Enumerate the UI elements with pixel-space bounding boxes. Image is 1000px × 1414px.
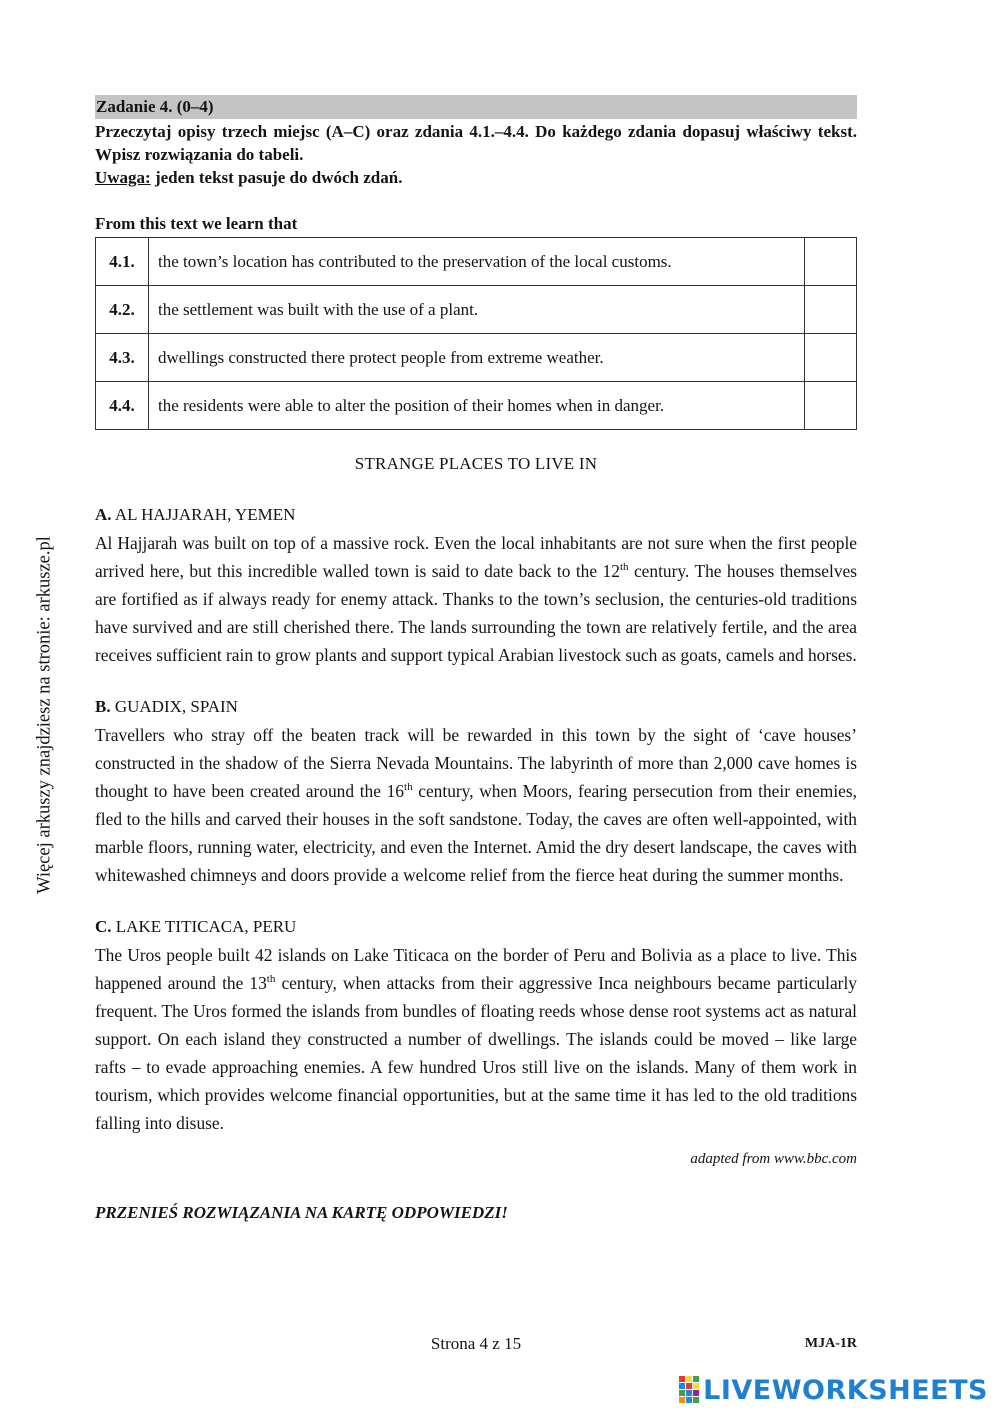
text-part: century. The houses themselves are fortified as if always ready for enemy attack. Thanks to the town’s seclusion, the centuries-old traditions have survived and are still cherished there. The lands surrounding the town are relatively fertile, and the area receives sufficient rain to grow plants and support typical Arabian livestock such as goats, camels and horses. xyxy=(95,561,858,665)
place-letter: A. xyxy=(95,505,112,524)
statement-text: the settlement was built with the use of a plant. xyxy=(149,286,805,334)
statement-number: 4.4. xyxy=(96,382,149,430)
statement-number: 4.2. xyxy=(96,286,149,334)
exam-page xyxy=(95,95,857,1223)
place-heading xyxy=(95,693,857,721)
place-letter: B. xyxy=(95,697,111,716)
place-text xyxy=(95,721,857,889)
text-part: Al Hajjarah was built on top of a massive rock. Even the local inhabitants are not sure when the first people arrived here, but this incredible walled town is said to date back to the 12 xyxy=(95,533,857,581)
source-note: adapted from www.bbc.com xyxy=(690,1151,857,1167)
matching-table xyxy=(95,237,857,430)
side-note-text: Więcej arkuszy znajdziesz na stronie: arkusze.pl xyxy=(34,536,55,894)
superscript: th xyxy=(404,781,413,794)
page-number: Strona 4 z 15 xyxy=(430,1334,522,1353)
task-header: Zadanie 4. (0–4) xyxy=(95,95,857,119)
superscript: th xyxy=(619,561,629,574)
place-text xyxy=(95,529,857,669)
text-part: century, when attacks from their aggressive Inca neighbours became particularly frequent. The Uros formed the islands from bundles of floating reeds whose dense root systems act as natural support. On each island they constructed a number of dwellings. The islands could be moved – like large rafts – to evade approaching enemies. A few hundred Uros still live on the islands. Many of them work in tourism, which provides welcome financial opportunities, but at the same time it has led to the old traditions falling into disuse. xyxy=(95,973,857,1133)
place-b xyxy=(95,693,857,889)
instruction-note xyxy=(95,166,857,189)
instruction-text: Przeczytaj opisy trzech miejsc (A–C) oraz zdania 4.1.–4.4. Do każdego zdania dopasuj właściwy tekst. Wpisz rozwiązania do tabeli. xyxy=(95,122,857,164)
answer-cell[interactable] xyxy=(805,286,857,334)
text-part: The Uros people built 42 islands on Lake Titicaca on the border of Peru and Bolivia as a place to live. This happened around the 13 xyxy=(95,945,857,993)
place-heading xyxy=(95,913,857,941)
lead-sentence: From this text we learn that xyxy=(95,214,298,233)
answer-cell[interactable] xyxy=(805,334,857,382)
place-letter: C. xyxy=(95,917,112,936)
place-text xyxy=(95,941,857,1137)
note-label: Uwaga: xyxy=(95,168,151,187)
place-name: GUADIX, SPAIN xyxy=(110,697,238,716)
table-row xyxy=(96,238,857,286)
place-a xyxy=(95,501,857,669)
transfer-instruction: PRZENIEŚ ROZWIĄZANIA NA KARTĘ ODPOWIEDZI! xyxy=(95,1203,508,1222)
exam-code: MJA-1R xyxy=(804,1336,857,1351)
watermark-text: LIVEWORKSHEETS xyxy=(703,1374,988,1406)
page-footer xyxy=(95,1334,857,1358)
place-heading xyxy=(95,501,857,529)
liveworksheets-watermark xyxy=(679,1373,988,1407)
text-part: Travellers who stray off the beaten track will be rewarded in this town by the sight of ‘cave houses’ constructed in the shadow of the Sierra Nevada Mountains. The labyrinth of more than 2,000 cave homes is thought to have been created around the 16 xyxy=(95,725,857,801)
superscript: th xyxy=(266,973,276,986)
task-instruction xyxy=(95,120,857,189)
place-name: AL HAJJARAH, YEMEN xyxy=(111,505,296,524)
liveworksheets-logo-icon xyxy=(679,1376,699,1404)
statement-text: the town’s location has contributed to the preservation of the local customs. xyxy=(149,238,805,286)
place-name: LAKE TITICACA, PERU xyxy=(111,917,297,936)
answer-cell[interactable] xyxy=(805,238,857,286)
table-row xyxy=(96,286,857,334)
statement-number: 4.1. xyxy=(96,238,149,286)
table-row xyxy=(96,334,857,382)
statement-text: dwellings constructed there protect people from extreme weather. xyxy=(149,334,805,382)
note-text: jeden tekst pasuje do dwóch zdań. xyxy=(150,168,403,187)
table-row xyxy=(96,382,857,430)
text-part: century, when Moors, fearing persecution from their enemies, fled to the hills and carved their houses in the soft sandstone. Today, the caves are often well-appointed, with marble floors, running water, electricity, and even the Internet. Amid the dry desert landscape, the caves with whitewashed chimneys and doors provide a welcome relief from the fierce heat during the summer months. xyxy=(95,781,857,885)
section-title: STRANGE PLACES TO LIVE IN xyxy=(354,454,598,473)
answer-cell[interactable] xyxy=(805,382,857,430)
statement-text: the residents were able to alter the position of their homes when in danger. xyxy=(149,382,805,430)
statement-number: 4.3. xyxy=(96,334,149,382)
place-c xyxy=(95,913,857,1137)
